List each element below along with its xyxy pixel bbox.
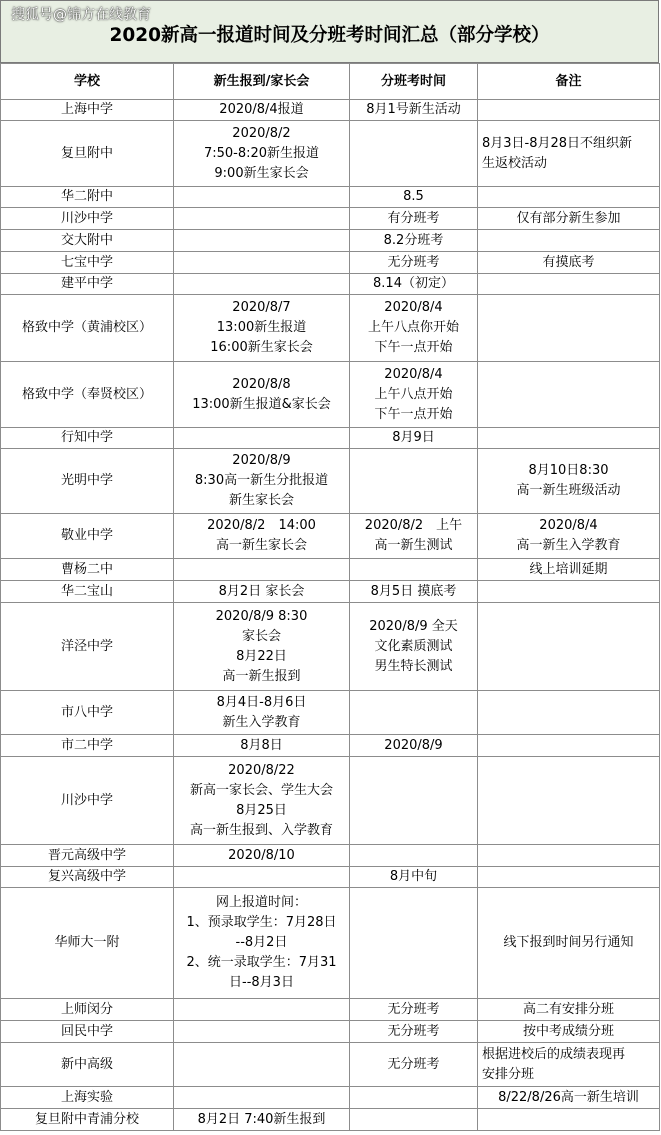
school-name: 复旦附中青浦分校 <box>34 1111 139 1127</box>
cell-report <box>174 121 350 187</box>
report-line: 新生入学教育 <box>222 714 301 730</box>
report-line: 2020/8/10 <box>228 847 295 863</box>
cell-note <box>478 603 660 691</box>
note-line: 线下报到时间另行通知 <box>503 935 634 950</box>
cell-note <box>478 230 660 252</box>
note-line: 2020/8/4 <box>539 518 598 533</box>
school-name: 上师闵分 <box>60 1001 113 1017</box>
cell-note <box>478 757 660 845</box>
cell-school <box>1 230 174 252</box>
cell-report <box>174 603 350 691</box>
cell-exam <box>350 121 478 187</box>
exam-line: 8.5 <box>403 189 424 204</box>
school-name: 光明中学 <box>60 473 113 488</box>
cell-exam <box>350 757 478 845</box>
note-line: 安排分班 <box>482 1066 535 1082</box>
cell-note <box>478 514 660 559</box>
cell-report <box>174 559 350 581</box>
cell-exam <box>350 735 478 757</box>
cell-note <box>478 1043 660 1087</box>
cell-exam <box>350 230 478 252</box>
cell-note <box>478 1021 660 1043</box>
cell-exam <box>350 999 478 1021</box>
school-name: 回民中学 <box>60 1023 113 1039</box>
cell-exam <box>350 100 478 121</box>
note-line: 生返校活动 <box>482 155 548 171</box>
exam-line: 有分班考 <box>387 210 440 226</box>
cell-exam <box>350 362 478 428</box>
report-line: 2020/8/8 <box>232 376 291 392</box>
cell-exam <box>350 603 478 691</box>
note-line: 高二有安排分班 <box>522 1001 614 1017</box>
cell-exam <box>350 581 478 603</box>
cell-school <box>1 187 174 208</box>
table-row <box>1 449 660 514</box>
exam-line: 2020/8/4 <box>384 300 443 315</box>
cell-report <box>174 867 350 888</box>
exam-line: 8月5日 摸底考 <box>370 583 457 599</box>
cell-exam <box>350 295 478 362</box>
cell-note <box>478 252 660 274</box>
cell-school <box>1 845 174 867</box>
table-row <box>1 230 660 252</box>
report-line: 7:50-8:20新生报道 <box>203 145 320 161</box>
cell-school <box>1 888 174 999</box>
cell-exam <box>350 1109 478 1131</box>
school-name: 格致中学（黄浦校区） <box>21 320 152 335</box>
report-line: 1、预录取学生：7月28日 <box>186 915 337 930</box>
school-name: 洋泾中学 <box>60 638 113 654</box>
school-name: 格致中学（奉贤校区） <box>21 386 152 402</box>
school-name: 行知中学 <box>60 430 113 445</box>
cell-exam <box>350 208 478 230</box>
cell-exam <box>350 1021 478 1043</box>
report-line: 8:30高一新生分批报道 <box>194 473 329 488</box>
cell-school <box>1 428 174 449</box>
cell-school <box>1 757 174 845</box>
column-header-school: 学校 <box>1 64 174 100</box>
cell-school <box>1 1043 174 1087</box>
exam-line: 无分班考 <box>387 1023 440 1039</box>
school-name: 市八中学 <box>60 704 113 720</box>
note-line: 仅有部分新生参加 <box>516 210 621 226</box>
school-name: 市二中学 <box>60 737 113 753</box>
table-row <box>1 691 660 735</box>
table-row <box>1 735 660 757</box>
school-name: 交大附中 <box>60 232 113 248</box>
cell-school <box>1 559 174 581</box>
cell-note <box>478 999 660 1021</box>
cell-exam <box>350 845 478 867</box>
cell-note <box>478 449 660 514</box>
table-row <box>1 428 660 449</box>
cell-exam <box>350 691 478 735</box>
cell-note <box>478 121 660 187</box>
report-line: 8月4日-8月6日 <box>216 694 307 710</box>
report-line: 8月2日 7:40新生报到 <box>197 1111 326 1127</box>
cell-school <box>1 999 174 1021</box>
table-row <box>1 867 660 888</box>
exam-line: 下午一点开始 <box>374 340 453 355</box>
table-row <box>1 1109 660 1131</box>
report-line: 高一新生家长会 <box>215 538 307 553</box>
cell-note <box>478 691 660 735</box>
cell-note <box>478 735 660 757</box>
cell-report <box>174 691 350 735</box>
cell-note <box>478 559 660 581</box>
cell-report <box>174 757 350 845</box>
table-row <box>1 187 660 208</box>
table-row <box>1 1021 660 1043</box>
cell-report <box>174 187 350 208</box>
exam-line: 8月中旬 <box>389 869 438 884</box>
exam-line: 高一新生测试 <box>374 538 453 553</box>
cell-report <box>174 1021 350 1043</box>
cell-school <box>1 1021 174 1043</box>
column-header-exam: 分班考时间 <box>350 64 478 100</box>
cell-school <box>1 295 174 362</box>
report-line: 高一新生报到 <box>222 668 301 684</box>
exam-line: 上午八点你开始 <box>367 320 459 335</box>
cell-school <box>1 581 174 603</box>
report-line: 2020/8/2 14:00 <box>207 518 316 533</box>
note-line: 根据进校后的成绩表现再 <box>482 1046 626 1062</box>
report-line: 高一新生报到、入学教育 <box>189 822 333 838</box>
note-line: 8月10日8:30 <box>528 463 609 478</box>
cell-school <box>1 274 174 295</box>
table-row <box>1 252 660 274</box>
exam-line: 8.2分班考 <box>383 232 444 248</box>
cell-note <box>478 1109 660 1131</box>
note-line: 有摸底考 <box>542 254 595 270</box>
report-line: 8月25日 <box>236 802 287 818</box>
report-line: 2020/8/9 8:30 <box>215 608 308 624</box>
cell-exam <box>350 428 478 449</box>
cell-school <box>1 1087 174 1109</box>
cell-school <box>1 1109 174 1131</box>
cell-note <box>478 187 660 208</box>
exam-line: 2020/8/4 <box>384 366 443 382</box>
note-line: 按中考成绩分班 <box>522 1023 614 1039</box>
schedule-table <box>0 63 660 1131</box>
cell-report <box>174 362 350 428</box>
exam-line: 男生特长测试 <box>374 658 453 674</box>
table-row <box>1 845 660 867</box>
cell-report <box>174 100 350 121</box>
report-line: 13:00新生报道&家长会 <box>192 396 331 412</box>
cell-report <box>174 274 350 295</box>
school-name: 上海中学 <box>60 102 113 117</box>
cell-note <box>478 867 660 888</box>
cell-report <box>174 1109 350 1131</box>
exam-line: 无分班考 <box>387 1056 440 1072</box>
school-name: 七宝中学 <box>60 254 113 270</box>
report-line: 8月8日 <box>240 737 283 753</box>
header-banner <box>0 0 659 63</box>
exam-line: 2020/8/2 上午 <box>364 518 463 533</box>
cell-school <box>1 603 174 691</box>
cell-school <box>1 867 174 888</box>
cell-exam <box>350 1087 478 1109</box>
cell-report <box>174 252 350 274</box>
table-row <box>1 581 660 603</box>
report-line: 9:00新生家长会 <box>214 165 309 181</box>
note-line: 8/22/8/26高一新生培训 <box>498 1089 639 1105</box>
note-line: 高一新生班级活动 <box>516 483 621 498</box>
exam-line: 文化素质测试 <box>374 638 453 654</box>
cell-report <box>174 295 350 362</box>
report-line: 16:00新生家长会 <box>210 340 313 355</box>
cell-school <box>1 100 174 121</box>
report-line: --8月2日 <box>235 935 288 950</box>
report-line: 新生家长会 <box>228 493 294 508</box>
exam-line: 下午一点开始 <box>374 406 453 422</box>
cell-exam <box>350 274 478 295</box>
cell-exam <box>350 252 478 274</box>
exam-line: 8.14（初定） <box>373 276 454 291</box>
table-row <box>1 559 660 581</box>
report-line: 日--8月3日 <box>229 975 294 990</box>
exam-line: 8月1号新生活动 <box>366 102 461 117</box>
cell-report <box>174 999 350 1021</box>
exam-line: 2020/8/9 全天 <box>369 618 458 634</box>
cell-school <box>1 362 174 428</box>
cell-report <box>174 514 350 559</box>
exam-line: 无分班考 <box>387 1001 440 1017</box>
report-line: 2020/8/7 <box>232 300 291 315</box>
cell-school <box>1 252 174 274</box>
cell-exam <box>350 888 478 999</box>
cell-report <box>174 1087 350 1109</box>
table-row <box>1 295 660 362</box>
cell-note <box>478 295 660 362</box>
exam-line: 8月9日 <box>392 430 435 445</box>
school-name: 川沙中学 <box>60 792 113 808</box>
cell-exam <box>350 559 478 581</box>
cell-report <box>174 581 350 603</box>
table-row <box>1 208 660 230</box>
cell-note <box>478 1087 660 1109</box>
table-row <box>1 1087 660 1109</box>
table-header-row <box>1 64 660 100</box>
note-line: 高一新生入学教育 <box>516 538 621 553</box>
cell-report <box>174 735 350 757</box>
report-line: 2020/8/2 <box>232 125 291 141</box>
cell-report <box>174 208 350 230</box>
note-line: 线上培训延期 <box>529 561 608 577</box>
report-line: 2、统一录取学生：7月31 <box>186 955 337 970</box>
cell-note <box>478 274 660 295</box>
exam-line: 2020/8/9 <box>384 737 443 753</box>
school-name: 华师大一附 <box>54 935 120 950</box>
report-line: 网上报道时间： <box>215 895 307 910</box>
note-line: 8月3日-8月28日不组织新 <box>482 135 633 151</box>
table-row <box>1 362 660 428</box>
table-row <box>1 274 660 295</box>
cell-note <box>478 581 660 603</box>
column-header-note: 备注 <box>478 64 660 100</box>
cell-note <box>478 362 660 428</box>
cell-school <box>1 691 174 735</box>
column-header-report: 新生报到/家长会 <box>174 64 350 100</box>
table-body <box>1 100 660 1131</box>
table-row <box>1 888 660 999</box>
school-name: 川沙中学 <box>60 210 113 226</box>
report-line: 8月2日 家长会 <box>218 583 305 599</box>
cell-note <box>478 845 660 867</box>
report-line: 2020/8/4报道 <box>219 102 304 117</box>
cell-note <box>478 888 660 999</box>
school-name: 建平中学 <box>60 276 113 291</box>
report-line: 2020/8/9 <box>232 453 291 468</box>
table-row <box>1 100 660 121</box>
table-row <box>1 999 660 1021</box>
cell-exam <box>350 1043 478 1087</box>
cell-note <box>478 100 660 121</box>
cell-school <box>1 208 174 230</box>
cell-report <box>174 1043 350 1087</box>
table-row <box>1 1043 660 1087</box>
table-row <box>1 603 660 691</box>
cell-school <box>1 121 174 187</box>
school-name: 华二附中 <box>60 189 113 204</box>
cell-report <box>174 230 350 252</box>
report-line: 家长会 <box>241 628 281 644</box>
cell-exam <box>350 514 478 559</box>
exam-line: 无分班考 <box>387 254 440 270</box>
page-title: 2020新高一报道时间及分班考时间汇总（部分学校） <box>109 25 550 46</box>
cell-report <box>174 449 350 514</box>
cell-exam <box>350 867 478 888</box>
cell-note <box>478 428 660 449</box>
school-name: 复旦附中 <box>60 145 113 161</box>
cell-exam <box>350 187 478 208</box>
school-name: 华二宝山 <box>60 583 113 599</box>
school-name: 曹杨二中 <box>60 561 113 577</box>
table-row <box>1 514 660 559</box>
school-name: 新中高级 <box>60 1056 113 1072</box>
watermark: 搜狐号@锦方在线教育 <box>11 7 151 23</box>
cell-school <box>1 449 174 514</box>
cell-report <box>174 845 350 867</box>
table-row <box>1 121 660 187</box>
exam-line: 上午八点开始 <box>374 386 453 402</box>
report-line: 2020/8/22 <box>228 762 295 778</box>
school-name: 上海实验 <box>60 1089 113 1105</box>
cell-school <box>1 514 174 559</box>
school-name: 复兴高级中学 <box>47 869 126 884</box>
cell-exam <box>350 449 478 514</box>
cell-report <box>174 428 350 449</box>
cell-note <box>478 208 660 230</box>
school-name: 敬业中学 <box>60 528 113 543</box>
report-line: 13:00新生报道 <box>216 320 307 335</box>
report-line: 8月22日 <box>236 648 287 664</box>
report-line: 新高一家长会、学生大会 <box>189 782 333 798</box>
table-row <box>1 757 660 845</box>
cell-school <box>1 735 174 757</box>
cell-report <box>174 888 350 999</box>
school-name: 晋元高级中学 <box>47 847 126 863</box>
